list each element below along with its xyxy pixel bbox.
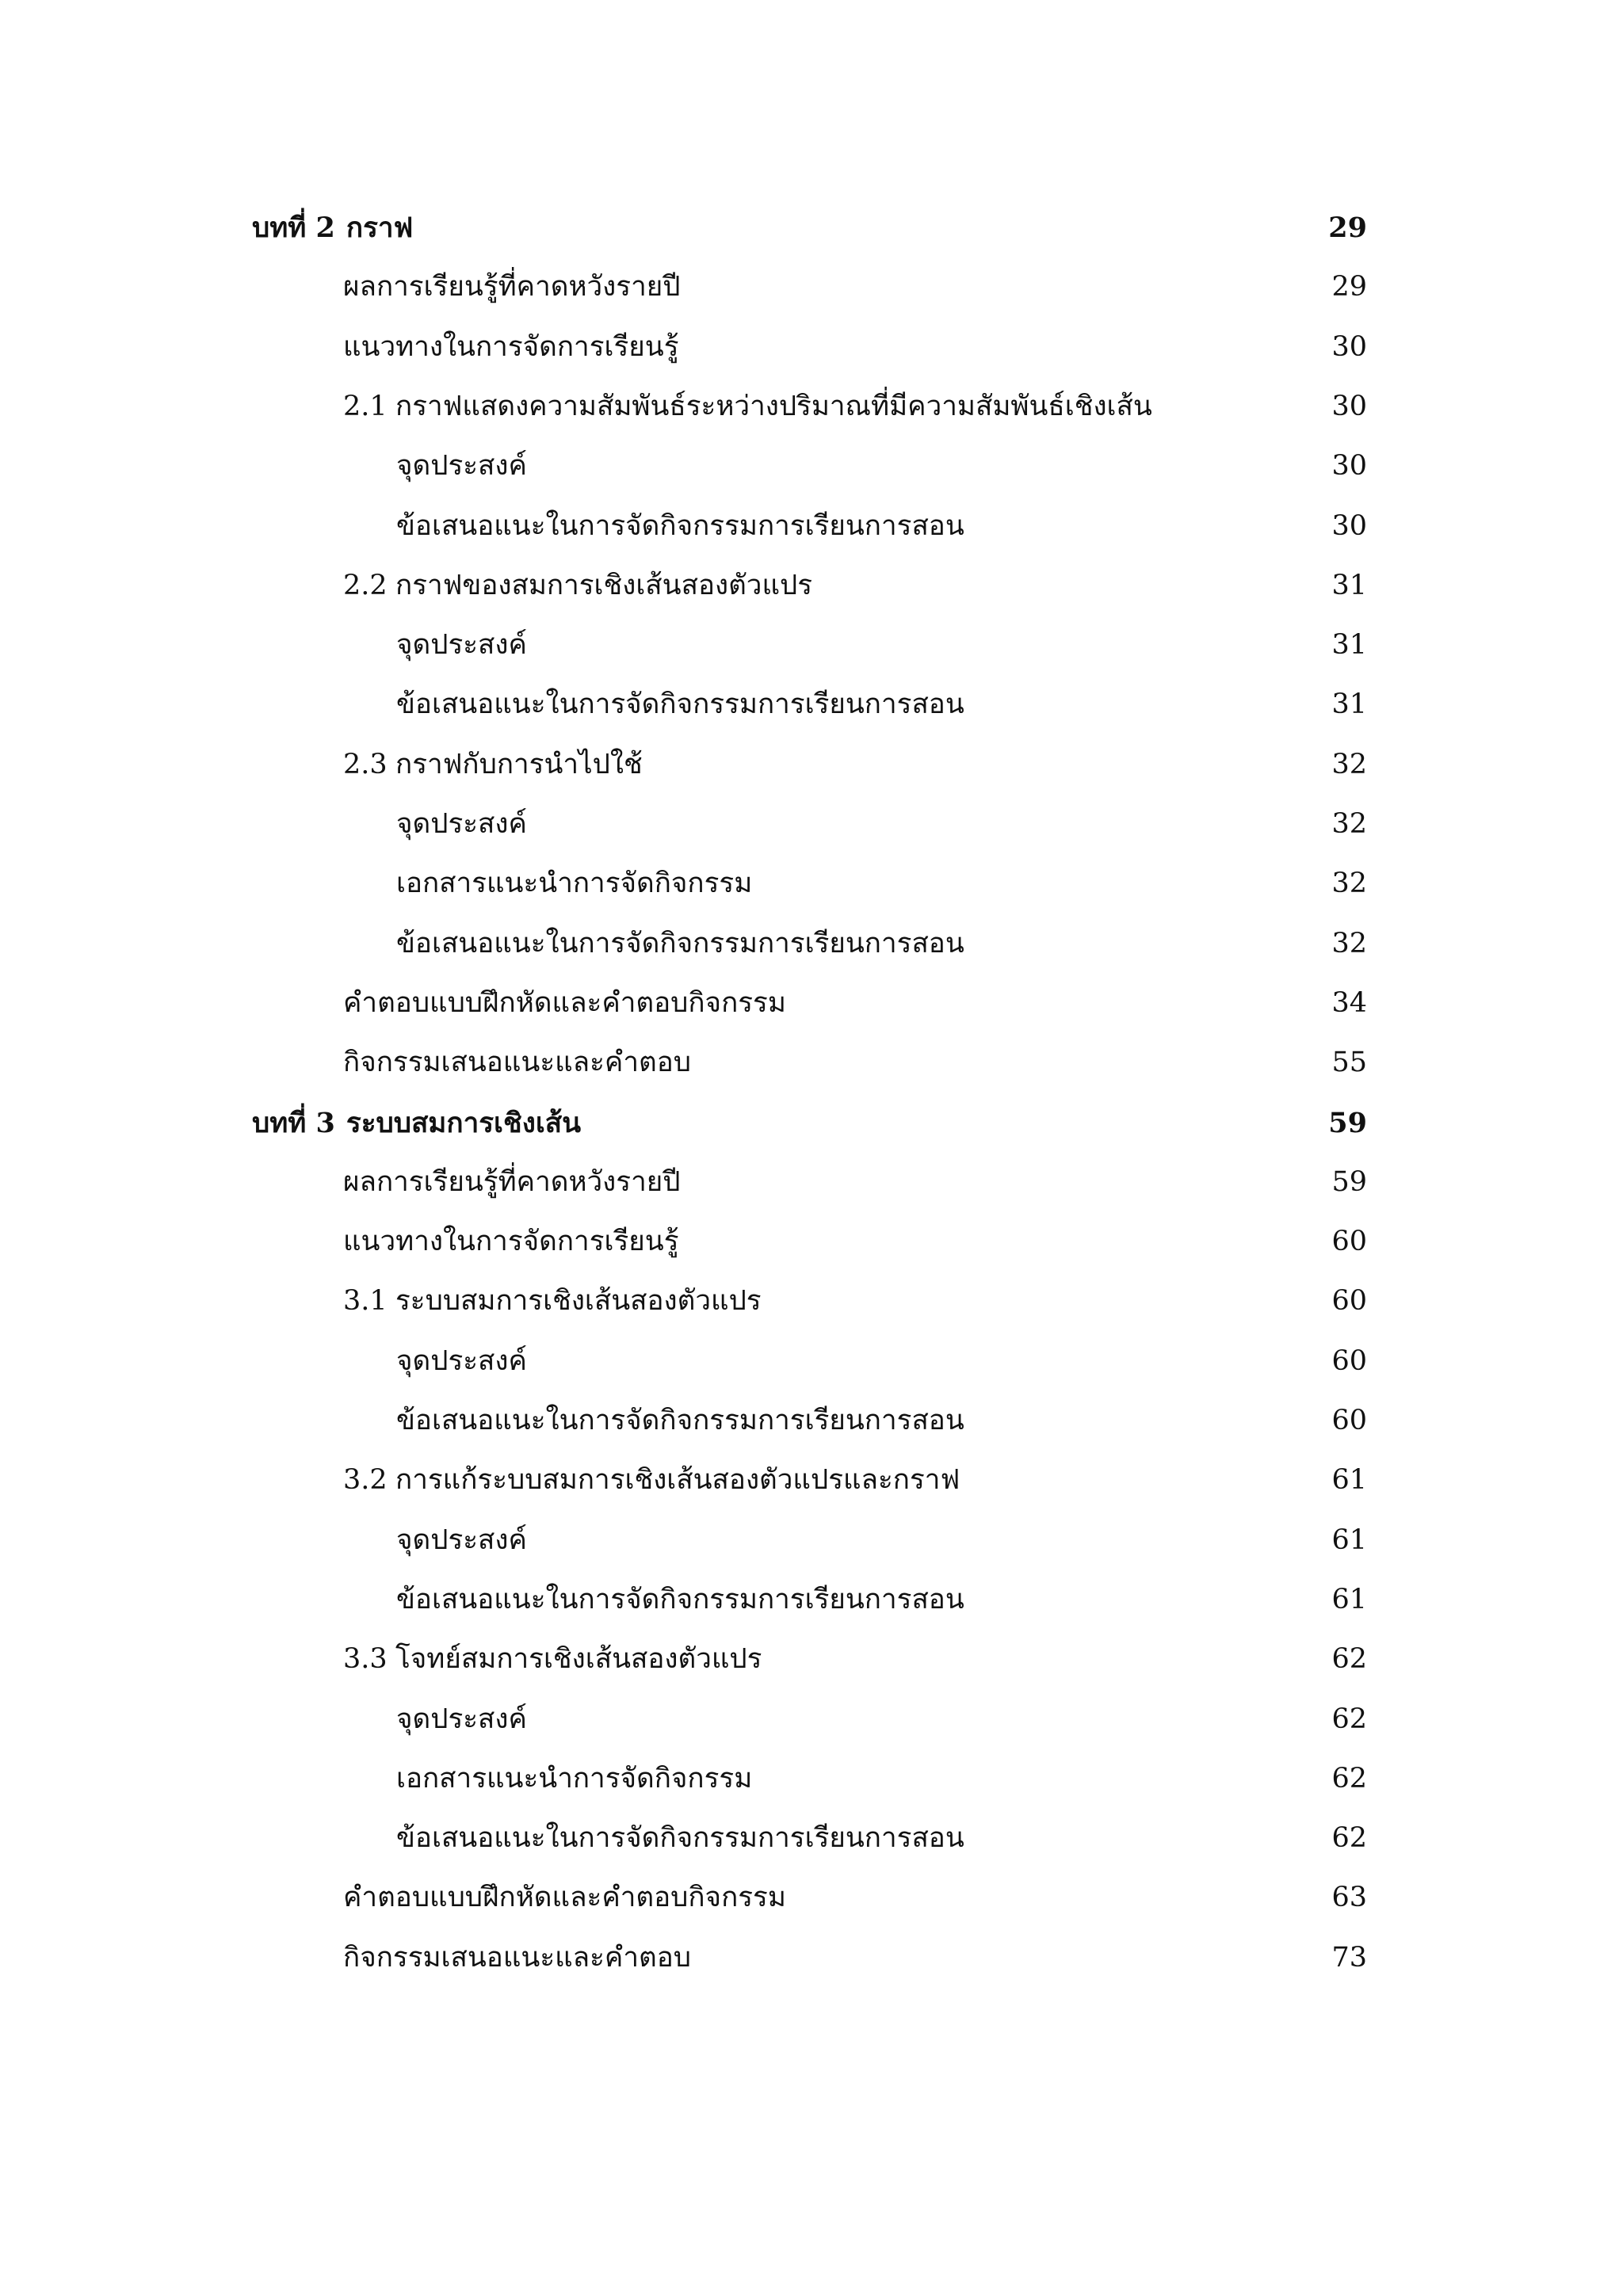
section-number: 2.2	[343, 569, 388, 601]
toc-entry	[343, 1272, 762, 1331]
toc-chapter-row	[0, 198, 1623, 257]
page-number: 61	[1331, 1464, 1367, 1497]
toc-entry	[396, 616, 527, 675]
entry-title: คำตอบแบบฝึกหัดและคำตอบกิจกรรม	[343, 1882, 786, 1914]
toc-entry-row	[0, 735, 1623, 795]
entry-title: จุดประสงค์	[396, 1524, 527, 1556]
toc-entry-row	[0, 1033, 1623, 1093]
toc-entry	[343, 1868, 786, 1928]
toc-entry-row	[0, 675, 1623, 734]
toc-entry	[396, 497, 964, 556]
toc-entry	[396, 1332, 527, 1391]
toc-entry	[343, 1153, 680, 1212]
entry-title: กราฟของสมการเชิงเส้นสองตัวแปร	[395, 569, 813, 601]
entry-title: ข้อเสนอแนะในการจัดกิจกรรมการเรียนการสอน	[396, 1583, 964, 1615]
toc-entry-row	[0, 1272, 1623, 1331]
table-of-contents	[0, 198, 1623, 2060]
entry-title: จุดประสงค์	[396, 629, 527, 662]
toc-entry	[396, 1570, 964, 1630]
toc-entry-row	[0, 974, 1623, 1033]
page-number: 62	[1331, 1703, 1367, 1735]
toc-entry	[343, 974, 786, 1033]
toc-entry-row	[0, 318, 1623, 377]
toc-entry-row	[0, 1630, 1623, 1689]
toc-entry-row	[0, 616, 1623, 675]
section-number: 3.3	[343, 1643, 388, 1676]
toc-entry	[252, 1093, 581, 1153]
toc-entry	[396, 854, 752, 913]
toc-entry	[396, 1690, 527, 1749]
entry-title: กิจกรรมเสนอแนะและคำตอบ	[343, 1047, 691, 1079]
toc-entry-row	[0, 257, 1623, 317]
chapter-title: กราฟ	[346, 212, 414, 244]
page-number: 60	[1331, 1285, 1367, 1318]
toc-entry	[343, 1630, 762, 1689]
entry-title: ข้อเสนอแนะในการจัดกิจกรรมการเรียนการสอน	[396, 688, 964, 721]
section-number: 3.1	[343, 1285, 388, 1318]
page-number: 32	[1331, 748, 1367, 780]
toc-entry-row	[0, 795, 1623, 854]
toc-entry	[343, 556, 812, 616]
toc-entry-row	[0, 854, 1623, 913]
entry-title: ข้อเสนอแนะในการจัดกิจกรรมการเรียนการสอน	[396, 1405, 964, 1436]
toc-entry	[396, 1809, 964, 1868]
toc-entry	[252, 198, 413, 257]
toc-entry	[343, 1928, 691, 1988]
page-number: 30	[1331, 330, 1367, 363]
chapter-title: ระบบสมการเชิงเส้น	[346, 1106, 582, 1139]
toc-entry-row	[0, 1809, 1623, 1868]
page-number: 59	[1328, 1106, 1367, 1139]
toc-entry	[396, 1391, 964, 1451]
entry-title: เอกสารแนะนำการจัดกิจกรรม	[396, 1762, 753, 1794]
page-number: 60	[1331, 1226, 1367, 1258]
page-number: 32	[1331, 868, 1367, 900]
page-number: 62	[1331, 1822, 1367, 1855]
page-number: 61	[1331, 1583, 1367, 1615]
page-number: 73	[1331, 1941, 1367, 1974]
page-number: 34	[1331, 986, 1367, 1019]
toc-entry-row	[0, 1749, 1623, 1809]
page-number: 32	[1331, 808, 1367, 840]
toc-entry-row	[0, 1332, 1623, 1391]
page-number: 32	[1331, 927, 1367, 959]
entry-title: จุดประสงค์	[396, 808, 527, 840]
toc-entry-row	[0, 556, 1623, 616]
toc-entry	[396, 795, 527, 854]
entry-title: ข้อเสนอแนะในการจัดกิจกรรมการเรียนการสอน	[396, 509, 964, 542]
entry-title: ระบบสมการเชิงเส้นสองตัวแปร	[395, 1285, 762, 1318]
entry-title: คำตอบแบบฝึกหัดและคำตอบกิจกรรม	[343, 986, 786, 1019]
entry-title: กราฟแสดงความสัมพันธ์ระหว่างปริมาณที่มีความสัมพันธ์เชิงเส้น	[395, 390, 1152, 422]
entry-title: ข้อเสนอแนะในการจัดกิจกรรมการเรียนการสอน	[396, 1822, 964, 1855]
toc-entry	[396, 675, 964, 734]
toc-entry-row	[0, 497, 1623, 556]
toc-entry	[343, 318, 679, 377]
entry-title: กราฟกับการนำไปใช้	[395, 748, 643, 780]
page-number: 31	[1331, 569, 1367, 601]
entry-title: ข้อเสนอแนะในการจัดกิจกรรมการเรียนการสอน	[396, 927, 964, 959]
entry-title: แนวทางในการจัดการเรียนรู้	[343, 1226, 679, 1258]
toc-entry-row	[0, 1511, 1623, 1570]
toc-entry	[343, 1033, 691, 1093]
toc-entry-row	[0, 437, 1623, 496]
entry-title: ผลการเรียนรู้ที่คาดหวังรายปี	[343, 271, 681, 303]
entry-title: การแก้ระบบสมการเชิงเส้นสองตัวแปรและกราฟ	[395, 1464, 960, 1497]
toc-entry	[396, 1511, 527, 1570]
entry-title: ผลการเรียนรู้ที่คาดหวังรายปี	[343, 1165, 681, 1198]
toc-entry	[396, 1749, 752, 1809]
page-number: 30	[1331, 390, 1367, 422]
entry-title: โจทย์สมการเชิงเส้นสองตัวแปร	[395, 1643, 762, 1676]
chapter-number: บทที่ 2	[252, 212, 335, 244]
toc-entry-row	[0, 1690, 1623, 1749]
toc-entry	[343, 257, 680, 317]
page-number: 30	[1331, 509, 1367, 542]
toc-entry	[396, 914, 964, 974]
entry-title: จุดประสงค์	[396, 1344, 527, 1377]
entry-title: จุดประสงค์	[396, 1703, 527, 1735]
toc-entry-row	[0, 1153, 1623, 1212]
page-number: 31	[1331, 688, 1367, 721]
section-number: 2.3	[343, 748, 388, 780]
entry-title: กิจกรรมเสนอแนะและคำตอบ	[343, 1941, 691, 1974]
toc-entry-row	[0, 914, 1623, 974]
page-number: 30	[1331, 450, 1367, 482]
toc-entry-row	[0, 1928, 1623, 1988]
page-number: 63	[1331, 1882, 1367, 1914]
entry-title: จุดประสงค์	[396, 450, 527, 482]
toc-entry-row	[0, 1391, 1623, 1451]
toc-chapter-row	[0, 1093, 1623, 1153]
page-number: 31	[1331, 629, 1367, 662]
section-number: 3.2	[343, 1464, 388, 1497]
entry-title: เอกสารแนะนำการจัดกิจกรรม	[396, 868, 753, 900]
toc-entry-row	[0, 1212, 1623, 1272]
toc-entry-row	[0, 1570, 1623, 1630]
page-number: 61	[1331, 1524, 1367, 1556]
toc-entry	[396, 437, 527, 496]
section-number: 2.1	[343, 390, 388, 422]
page-number: 29	[1331, 271, 1367, 303]
page-number: 62	[1331, 1762, 1367, 1794]
page-number: 60	[1331, 1405, 1367, 1436]
chapter-number: บทที่ 3	[252, 1106, 335, 1139]
toc-entry-row	[0, 1868, 1623, 1928]
page-number: 55	[1331, 1047, 1367, 1079]
entry-title: แนวทางในการจัดการเรียนรู้	[343, 330, 679, 363]
page-number: 62	[1331, 1643, 1367, 1676]
toc-entry	[343, 1451, 960, 1510]
toc-entry	[343, 1212, 679, 1272]
toc-entry	[343, 735, 643, 795]
toc-entry	[343, 377, 1152, 437]
toc-entry-row	[0, 377, 1623, 437]
page-number: 29	[1328, 212, 1367, 244]
page-number: 60	[1331, 1344, 1367, 1377]
page-number: 59	[1331, 1165, 1367, 1198]
toc-entry-row	[0, 1451, 1623, 1510]
